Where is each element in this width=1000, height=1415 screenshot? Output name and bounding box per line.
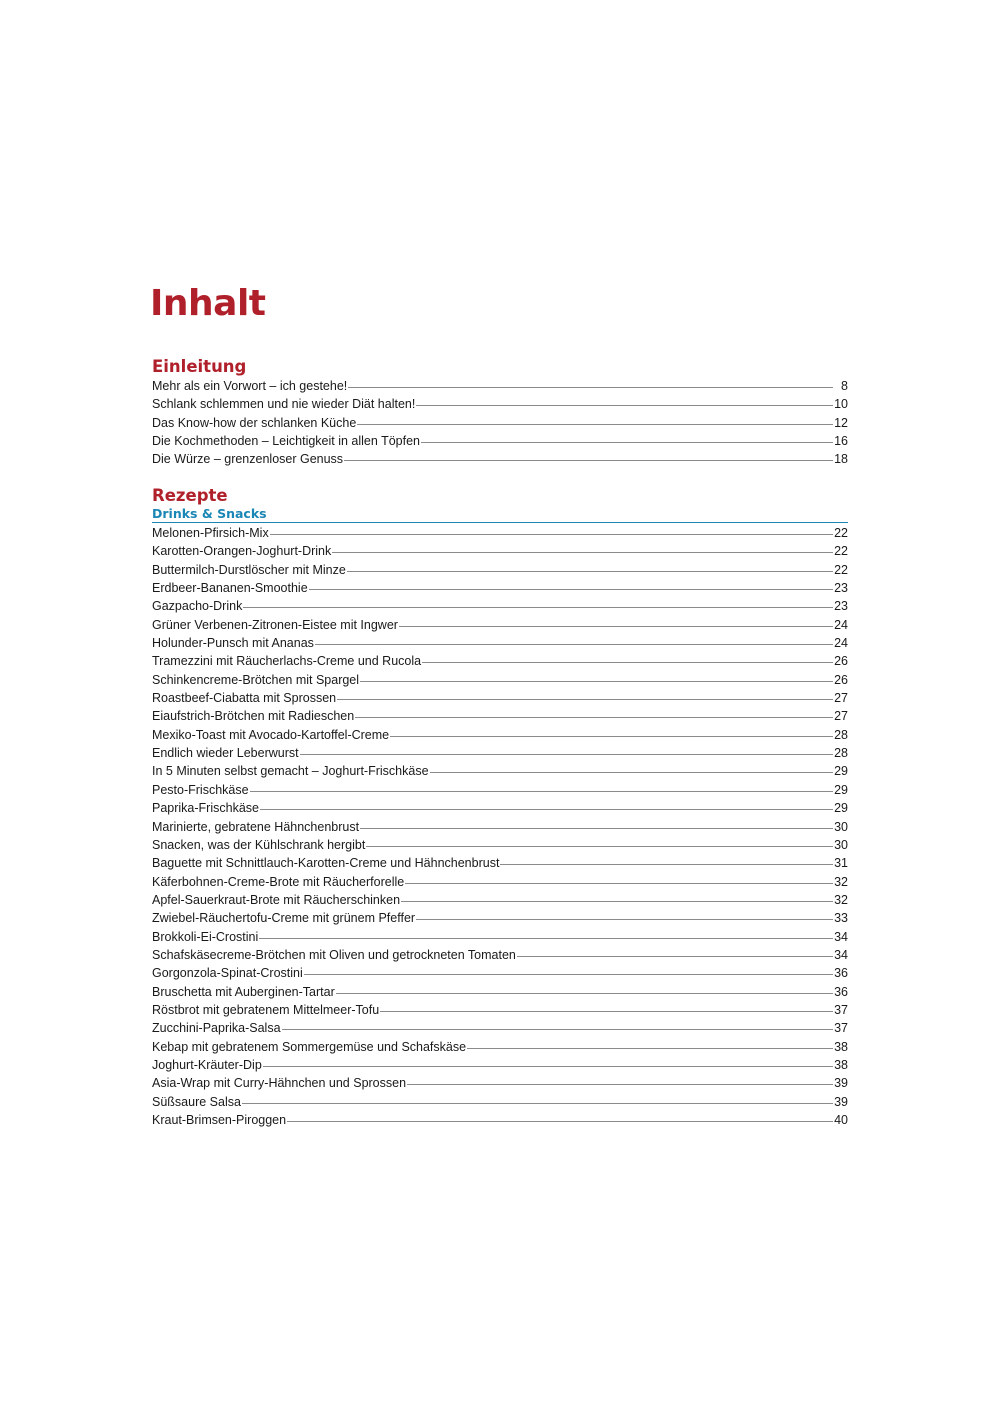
leader-line — [250, 791, 833, 792]
page-number: 40 — [834, 1113, 848, 1127]
entry-title: Marinierte, gebratene Hähnchenbrust — [152, 819, 360, 834]
page-number: 8 — [841, 379, 848, 393]
leader-line — [344, 460, 833, 461]
entry-title: Joghurt-Kräuter-Dip — [152, 1057, 262, 1072]
toc-entry[interactable] — [152, 561, 848, 579]
toc-entry[interactable] — [152, 652, 848, 670]
leader-line — [416, 919, 833, 920]
toc-entry[interactable] — [152, 1019, 848, 1037]
leader-line — [242, 1103, 833, 1104]
page-number: 28 — [834, 727, 848, 742]
section-title: Einleitung — [152, 357, 247, 376]
page-number: 30 — [834, 837, 848, 852]
leader-line — [332, 552, 833, 553]
leader-line — [243, 607, 833, 608]
leader-line — [348, 387, 833, 388]
leader-line — [366, 846, 833, 847]
page-number: 26 — [834, 672, 848, 687]
entry-title: Endlich wieder Leberwurst — [152, 746, 299, 761]
page-number: 16 — [834, 433, 848, 448]
entry-title: Zwiebel-Räuchertofu-Creme mit grünem Pfeffer — [152, 911, 416, 926]
toc-entry[interactable] — [152, 909, 848, 927]
toc-entry[interactable] — [152, 762, 848, 780]
entry-title: Mexiko-Toast mit Avocado-Kartoffel-Creme — [152, 727, 390, 742]
toc-entry[interactable] — [152, 707, 848, 725]
entry-title: In 5 Minuten selbst gemacht – Joghurt-Frischkäse — [152, 764, 429, 779]
page-number: 10 — [834, 397, 848, 412]
leader-line — [336, 993, 833, 994]
page-number: 24 — [834, 636, 848, 651]
page-title: Inhalt — [150, 283, 266, 324]
entry-title: Pesto-Frischkäse — [152, 782, 249, 797]
page-number: 34 — [834, 929, 848, 944]
toc-entry[interactable] — [152, 524, 848, 542]
page-number: 39 — [834, 1094, 848, 1109]
toc-entry[interactable] — [152, 946, 848, 964]
page-number: 22 — [834, 562, 848, 577]
entry-title: Grüner Verbenen-Zitronen-Eistee mit Ingwer — [152, 617, 398, 632]
entry-title: Das Know-how der schlanken Küche — [152, 415, 357, 430]
entry-title: Apfel-Sauerkraut-Brote mit Räucherschinken — [152, 892, 401, 907]
entry-title: Erdbeer-Bananen-Smoothie — [152, 581, 308, 596]
entry-title: Eiaufstrich-Brötchen mit Radieschen — [152, 709, 355, 724]
toc-entry[interactable] — [152, 542, 848, 560]
leader-line — [500, 864, 833, 865]
toc-list — [152, 524, 848, 1129]
entry-title: Die Würze – grenzenloser Genuss — [152, 452, 344, 467]
entry-title: Die Kochmethoden – Leichtigkeit in allen Töpfen — [152, 433, 420, 448]
toc-entry[interactable] — [152, 964, 848, 982]
page-number: 36 — [834, 984, 848, 999]
toc-entry[interactable] — [152, 395, 848, 413]
page-number: 23 — [834, 599, 848, 614]
toc-entry[interactable] — [152, 928, 848, 946]
leader-line — [304, 974, 833, 975]
toc-entry[interactable] — [152, 377, 848, 395]
entry-title: Mehr als ein Vorwort – ich gestehe! — [152, 379, 348, 393]
toc-entry[interactable] — [152, 634, 848, 652]
page-number: 28 — [834, 746, 848, 761]
entry-title: Snacken, was der Kühlschrank hergibt — [152, 837, 366, 852]
toc-entry[interactable] — [152, 726, 848, 744]
page-number: 22 — [834, 544, 848, 559]
toc-entry[interactable] — [152, 818, 848, 836]
entry-title: Tramezzini mit Räucherlachs-Creme und Rucola — [152, 654, 422, 669]
entry-title: Paprika-Frischkäse — [152, 801, 259, 816]
toc-entry[interactable] — [152, 744, 848, 762]
toc-entry[interactable] — [152, 836, 848, 854]
leader-line — [390, 736, 833, 737]
entry-title: Schinkencreme-Brötchen mit Spargel — [152, 672, 360, 687]
toc-entry[interactable] — [152, 781, 848, 799]
page-number: 23 — [834, 581, 848, 596]
toc-entry[interactable] — [152, 1001, 848, 1019]
leader-line — [517, 956, 833, 957]
leader-line — [259, 938, 833, 939]
leader-line — [355, 717, 833, 718]
entry-title: Kebap mit gebratenem Sommergemüse und Schafskäse — [152, 1039, 467, 1054]
toc-entry[interactable] — [152, 450, 848, 468]
leader-line — [467, 1048, 833, 1049]
page-number: 29 — [834, 801, 848, 816]
toc-entry[interactable] — [152, 854, 848, 872]
leader-line — [430, 772, 833, 773]
page-number: 39 — [834, 1076, 848, 1091]
leader-line — [380, 1011, 833, 1012]
leader-line — [282, 1029, 833, 1030]
entry-title: Asia-Wrap mit Curry-Hähnchen und Sprossen — [152, 1076, 407, 1091]
toc-entry[interactable] — [152, 414, 848, 432]
toc-entry[interactable] — [152, 873, 848, 891]
leader-line — [357, 424, 833, 425]
entry-title: Süßsaure Salsa — [152, 1094, 241, 1109]
page-number: 32 — [834, 874, 848, 889]
page-number: 12 — [834, 415, 848, 430]
page-number: 22 — [834, 526, 848, 540]
entry-title: Holunder-Punsch mit Ananas — [152, 636, 314, 651]
leader-line — [399, 626, 833, 627]
toc-entry[interactable] — [152, 689, 848, 707]
toc-entry[interactable] — [152, 983, 848, 1001]
entry-title: Melonen-Pfirsich-Mix — [152, 526, 269, 540]
toc-entry[interactable] — [152, 597, 848, 615]
page-number: 24 — [834, 617, 848, 632]
entry-title: Schafskäsecreme-Brötchen mit Oliven und getrockneten Tomaten — [152, 947, 516, 962]
section-title: Rezepte — [152, 486, 228, 505]
page-number: 31 — [834, 856, 848, 871]
leader-line — [360, 828, 833, 829]
page-number: 33 — [834, 911, 848, 926]
leader-line — [416, 405, 833, 406]
page-number: 34 — [834, 947, 848, 962]
section-einleitung — [152, 357, 848, 468]
leader-line — [421, 442, 833, 443]
page-number: 27 — [834, 709, 848, 724]
leader-line — [315, 644, 833, 645]
leader-line — [401, 901, 833, 902]
page-number: 18 — [834, 452, 848, 467]
leader-line — [260, 809, 833, 810]
toc-entry[interactable] — [152, 1074, 848, 1092]
entry-title: Bruschetta mit Auberginen-Tartar — [152, 984, 335, 999]
entry-title: Käferbohnen-Creme-Brote mit Räucherforelle — [152, 874, 405, 889]
leader-line — [270, 534, 833, 535]
entry-title: Röstbrot mit gebratenem Mittelmeer-Tofu — [152, 1002, 380, 1017]
page-number: 36 — [834, 966, 848, 981]
toc-entry[interactable] — [152, 891, 848, 909]
leader-line — [407, 1084, 833, 1085]
entry-title: Buttermilch-Durstlöscher mit Minze — [152, 562, 346, 577]
section-rezepte — [152, 486, 848, 1129]
toc-entry[interactable] — [152, 579, 848, 597]
entry-title: Gazpacho-Drink — [152, 599, 243, 614]
page-number: 27 — [834, 691, 848, 706]
toc-entry[interactable] — [152, 1038, 848, 1056]
page-number: 38 — [834, 1057, 848, 1072]
toc-entry[interactable] — [152, 1111, 848, 1129]
leader-line — [337, 699, 833, 700]
leader-line — [263, 1066, 833, 1067]
entry-title: Baguette mit Schnittlauch-Karotten-Creme und Hähnchenbrust — [152, 856, 500, 871]
entry-title: Brokkoli-Ei-Crostini — [152, 929, 259, 944]
entry-title: Kraut-Brimsen-Piroggen — [152, 1113, 287, 1127]
entry-title: Karotten-Orangen-Joghurt-Drink — [152, 544, 332, 559]
leader-line — [347, 571, 833, 572]
leader-line — [405, 883, 833, 884]
subsection-title: Drinks & Snacks — [152, 506, 848, 523]
page-number: 37 — [834, 1002, 848, 1017]
toc-list — [152, 377, 848, 468]
toc-entry[interactable] — [152, 799, 848, 817]
page-number: 29 — [834, 782, 848, 797]
page-number: 37 — [834, 1021, 848, 1036]
page-number: 30 — [834, 819, 848, 834]
toc-entry[interactable] — [152, 616, 848, 634]
entry-title: Roastbeef-Ciabatta mit Sprossen — [152, 691, 337, 706]
toc-entry[interactable] — [152, 432, 848, 450]
leader-line — [422, 662, 833, 663]
page-number: 29 — [834, 764, 848, 779]
entry-title: Gorgonzola-Spinat-Crostini — [152, 966, 303, 981]
entry-title: Zucchini-Paprika-Salsa — [152, 1021, 281, 1036]
toc-entry[interactable] — [152, 1093, 848, 1111]
toc-entry[interactable] — [152, 1056, 848, 1074]
page-number: 38 — [834, 1039, 848, 1054]
leader-line — [287, 1121, 833, 1122]
page-number: 26 — [834, 654, 848, 669]
leader-line — [300, 754, 833, 755]
leader-line — [309, 589, 833, 590]
entry-title: Schlank schlemmen und nie wieder Diät halten! — [152, 397, 416, 412]
page-number: 32 — [834, 892, 848, 907]
leader-line — [360, 681, 833, 682]
toc-entry[interactable] — [152, 671, 848, 689]
